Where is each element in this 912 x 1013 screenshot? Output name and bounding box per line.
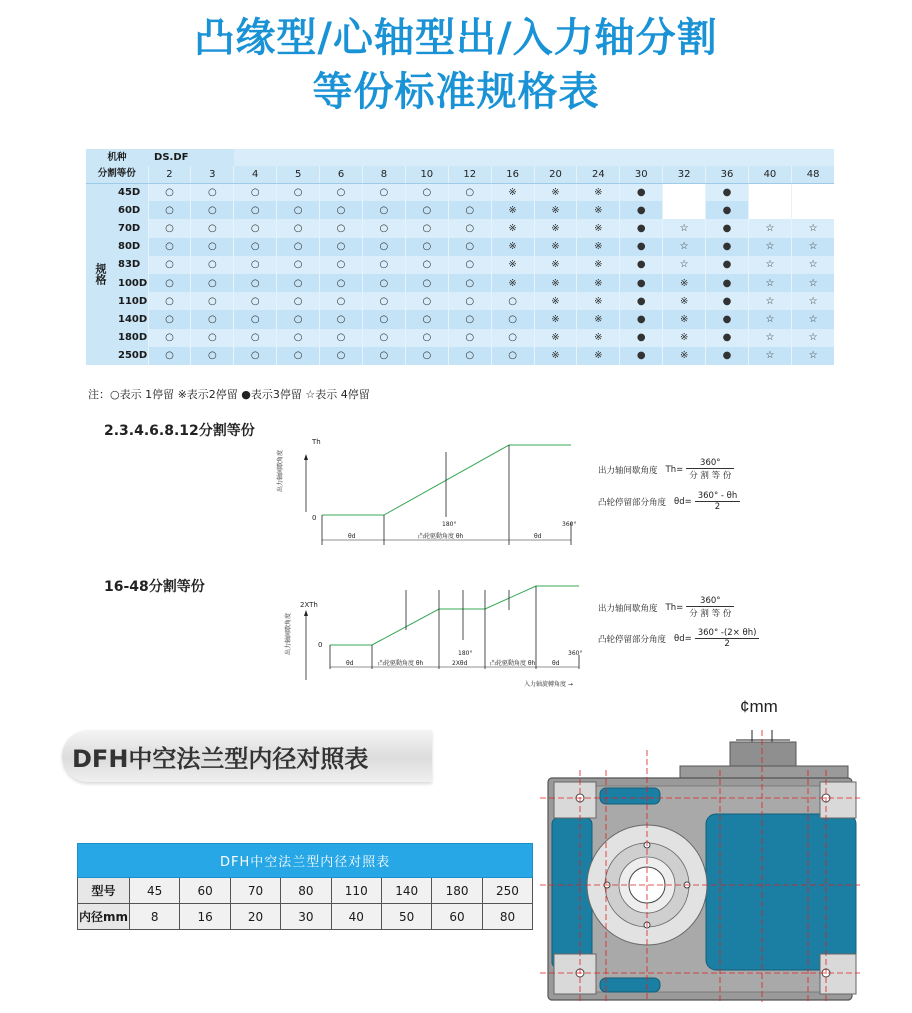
division-header: 8: [362, 166, 405, 183]
y-axis-label: 出力轴间歇角度: [285, 612, 292, 655]
x-mid-label: 180°: [458, 650, 473, 657]
spec-cell: ○: [362, 219, 405, 237]
spec-cell: ※: [534, 347, 577, 365]
spec-cell: ○: [405, 201, 448, 219]
spec-cell: ○: [148, 292, 191, 310]
spec-cell: ○: [405, 347, 448, 365]
spec-cell: ●: [620, 329, 663, 347]
spec-cell: ●: [706, 238, 749, 256]
spec-cell: ☆: [748, 292, 791, 310]
spec-cell: ☆: [663, 219, 706, 237]
dfh-model-cell: 180: [432, 878, 482, 904]
spec-cell: ●: [706, 329, 749, 347]
spec-cell: ○: [191, 274, 234, 292]
dfh-row-label-model: 型号: [78, 878, 130, 904]
spec-size: 140D: [114, 310, 148, 328]
spec-cell: ○: [448, 183, 491, 201]
spec-cell: ○: [277, 201, 320, 219]
spec-row: [86, 310, 834, 328]
spec-cell: ○: [405, 238, 448, 256]
x-axis-label: 入力轴旋轉角度 →: [524, 681, 573, 688]
spec-cell: ※: [577, 274, 620, 292]
spec-cell: ○: [362, 256, 405, 274]
spec-cell: ○: [277, 274, 320, 292]
spec-cell: ☆: [748, 274, 791, 292]
spec-cell: ※: [577, 292, 620, 310]
dfh-model-cell: 60: [180, 878, 230, 904]
spec-cell: ○: [148, 219, 191, 237]
x-mid-label: 180°: [442, 521, 457, 528]
division-header: 40: [748, 166, 791, 183]
spec-row: [86, 347, 834, 365]
spec-cell: ☆: [791, 310, 834, 328]
spec-corner-top: 机种: [86, 149, 148, 166]
right-cover: [706, 814, 856, 970]
spec-cell: ※: [491, 183, 534, 201]
spec-cell: ○: [277, 347, 320, 365]
dfh-bore-cell: 40: [331, 904, 381, 930]
dfh-bore-cell: 8: [130, 904, 180, 930]
spec-cell: ○: [491, 292, 534, 310]
dfh-bore-table: [77, 843, 533, 930]
spec-cell: ☆: [748, 219, 791, 237]
spec-cell: ※: [534, 310, 577, 328]
spec-cell: ○: [191, 347, 234, 365]
division-header: 4: [234, 166, 277, 183]
spec-table: [86, 149, 834, 365]
spec-cell: ※: [534, 201, 577, 219]
division-header: 10: [405, 166, 448, 183]
spec-cell: ○: [320, 347, 363, 365]
spec-row: [86, 292, 834, 310]
dfh-model-cell: 45: [130, 878, 180, 904]
spec-cell: ○: [405, 329, 448, 347]
spec-cell: ○: [362, 347, 405, 365]
spec-size: 70D: [114, 219, 148, 237]
dfh-model-cell: 80: [281, 878, 331, 904]
spec-cell: ○: [234, 329, 277, 347]
spec-cell: ○: [491, 310, 534, 328]
spec-cell: ☆: [663, 256, 706, 274]
dfh-bore-cell: 30: [281, 904, 331, 930]
diagram1-heading: 2.3.4.6.8.12分割等份: [104, 423, 255, 439]
spec-cell: ●: [620, 274, 663, 292]
spec-cell: ○: [277, 256, 320, 274]
spec-cell: ☆: [748, 347, 791, 365]
spec-cell: ※: [491, 201, 534, 219]
spec-cell: [663, 201, 706, 219]
y-zero-label: 0: [318, 641, 323, 649]
spec-cell: ○: [362, 201, 405, 219]
spec-cell: ○: [148, 183, 191, 201]
spec-cell: ※: [577, 238, 620, 256]
spec-cell: ○: [448, 347, 491, 365]
spec-cell: ○: [234, 256, 277, 274]
spec-cell: ☆: [748, 256, 791, 274]
division-header: 6: [320, 166, 363, 183]
spec-cell: ●: [706, 219, 749, 237]
spec-cell: ☆: [791, 219, 834, 237]
legend-note: 注：○表示 1停留 ※表示2停留 ●表示3停留 ☆表示 4停留: [88, 388, 370, 401]
spec-cell: ○: [148, 256, 191, 274]
spec-cell: ☆: [791, 347, 834, 365]
segment-dwell-2: θd: [552, 660, 560, 667]
spec-cell: ※: [577, 256, 620, 274]
spec-cell: ●: [620, 347, 663, 365]
spec-cell: ●: [620, 201, 663, 219]
spec-cell: ○: [448, 292, 491, 310]
spec-cell: ○: [191, 183, 234, 201]
spec-cell: ※: [534, 292, 577, 310]
spec-cell: ○: [320, 274, 363, 292]
spec-cell: ※: [491, 256, 534, 274]
spec-cell: [791, 183, 834, 201]
dfh-model-cell: 250: [482, 878, 533, 904]
x-end-label: 360°: [568, 650, 583, 657]
spec-cell: ●: [620, 183, 663, 201]
dfh-section-banner: [62, 730, 432, 782]
dfh-bore-cell: 80: [482, 904, 533, 930]
spec-cell: ○: [234, 274, 277, 292]
dfh-model-cell: 110: [331, 878, 381, 904]
segment-dwell-1: θd: [346, 660, 354, 667]
division-header: 12: [448, 166, 491, 183]
spec-cell: ○: [234, 292, 277, 310]
spec-cell: ○: [362, 292, 405, 310]
spec-cell: ※: [491, 219, 534, 237]
spec-cell: ○: [191, 219, 234, 237]
spec-cell: ○: [148, 310, 191, 328]
spec-cell: ○: [362, 238, 405, 256]
division-header: 32: [663, 166, 706, 183]
spec-cell: ○: [277, 292, 320, 310]
spec-cell: ○: [277, 219, 320, 237]
spec-cell: ○: [234, 238, 277, 256]
spec-cell: ※: [534, 183, 577, 201]
spec-row: [86, 201, 834, 219]
spec-cell: ○: [277, 183, 320, 201]
page-title-line2: 等份标准规格表: [312, 69, 600, 115]
dfh-model-cell: 140: [381, 878, 431, 904]
spec-cell: ☆: [663, 238, 706, 256]
spec-cell: ○: [277, 329, 320, 347]
dfh-bore-cell: 50: [381, 904, 431, 930]
y-top-label: 2XTh: [300, 601, 318, 609]
y-axis-arrow-icon: [304, 610, 308, 616]
diagram2-formula-th: 出力轴间歇角度 Th= $\frac{360^\circ}{\text{分 割 等 份}}$: [598, 596, 734, 619]
spec-size: 100D: [114, 274, 148, 292]
division-header: 36: [706, 166, 749, 183]
spec-cell: ○: [320, 238, 363, 256]
spec-cell: ○: [191, 329, 234, 347]
spec-cell: ※: [577, 219, 620, 237]
y-axis-arrow-icon: [304, 454, 308, 460]
spec-cell: ●: [706, 256, 749, 274]
spec-cell: ※: [663, 292, 706, 310]
spec-cell: ●: [620, 219, 663, 237]
spec-cell: ※: [577, 347, 620, 365]
spec-row: [86, 274, 834, 292]
spec-cell: ○: [148, 201, 191, 219]
spec-cell: ○: [405, 183, 448, 201]
spec-cell: ○: [191, 310, 234, 328]
spec-cell: ☆: [791, 292, 834, 310]
spec-cell: ※: [534, 329, 577, 347]
spec-cell: ●: [706, 183, 749, 201]
spec-cell: ○: [191, 292, 234, 310]
motion-diagram-2: [285, 585, 596, 690]
spec-cell: [748, 201, 791, 219]
x-end-label: 360°: [562, 521, 577, 528]
spec-cell: ●: [706, 274, 749, 292]
spec-cell: ※: [663, 274, 706, 292]
spec-cell: [663, 183, 706, 201]
spec-cell: ☆: [748, 310, 791, 328]
y-top-label: Th: [312, 438, 321, 446]
spec-corner-bottom: 分割等份: [86, 166, 148, 183]
spec-cell: ○: [320, 329, 363, 347]
spec-cell: ○: [277, 238, 320, 256]
spec-size: 45D: [114, 183, 148, 201]
bore-dimension-label: ¢mm: [740, 697, 778, 716]
dfh-bore-cell: 20: [230, 904, 280, 930]
spec-cell: ○: [362, 310, 405, 328]
division-header: 2: [148, 166, 191, 183]
spec-size: 180D: [114, 329, 148, 347]
spec-cell: ○: [405, 219, 448, 237]
spec-cell: ○: [448, 219, 491, 237]
spec-cell: ○: [148, 347, 191, 365]
spec-cell: ○: [191, 238, 234, 256]
division-header: 20: [534, 166, 577, 183]
spec-size: 250D: [114, 347, 148, 365]
spec-cell: ※: [663, 329, 706, 347]
spec-size: 60D: [114, 201, 148, 219]
spec-cell: ○: [234, 183, 277, 201]
spec-cell: ○: [448, 238, 491, 256]
division-header: 30: [620, 166, 663, 183]
spec-cell: ○: [405, 274, 448, 292]
spec-cell: ○: [234, 347, 277, 365]
dfh-table-caption: DFH中空法兰型内径对照表: [78, 844, 533, 878]
spec-cell: ○: [362, 329, 405, 347]
spec-cell: ○: [320, 201, 363, 219]
diagram1-formula-thetad: 凸轮停留部分角度 θd= $\frac{360^\circ - \theta h}{2}$: [598, 491, 740, 512]
y-axis-label: 出力轴间歇角度: [277, 449, 284, 492]
spec-cell: ※: [577, 329, 620, 347]
spec-cell: ○: [277, 310, 320, 328]
division-header: 48: [791, 166, 834, 183]
spec-cell: [791, 201, 834, 219]
spec-cell: ●: [706, 347, 749, 365]
spec-cell: ☆: [791, 238, 834, 256]
spec-size: 83D: [114, 256, 148, 274]
spec-cell: ●: [706, 201, 749, 219]
spec-cell: ※: [534, 238, 577, 256]
page-title-line1: 凸缘型/心轴型出/入力轴分割: [194, 15, 718, 61]
left-cover: [552, 818, 592, 968]
diagram1-formula-th: 出力轴间歇角度 Th= $\frac{360^\circ}{\text{分 割 等 份}}$: [598, 458, 734, 481]
segment-dwell-middle: 2Xθd: [452, 660, 468, 667]
dfh-model-cell: 70: [230, 878, 280, 904]
motion-curve: [330, 586, 579, 645]
spec-row: [86, 329, 834, 347]
spec-cell: ○: [320, 310, 363, 328]
hollow-flange-drawing: [540, 690, 860, 1005]
segment-dwell-1: θd: [348, 533, 356, 540]
segment-drive-2: 凸轮驱動角度 θh: [490, 660, 536, 667]
dfh-bore-cell: 16: [180, 904, 230, 930]
segment-dwell-2: θd: [534, 533, 542, 540]
dfh-row-label-bore: 内径mm: [78, 904, 130, 930]
spec-cell: ○: [362, 183, 405, 201]
spec-cell: ●: [706, 310, 749, 328]
spec-size: 110D: [114, 292, 148, 310]
spec-row: [86, 238, 834, 256]
spec-cell: ※: [491, 238, 534, 256]
spec-cell: ○: [320, 183, 363, 201]
spec-cell: ●: [706, 292, 749, 310]
division-header: 24: [577, 166, 620, 183]
diagram2-heading: 16-48分割等份: [104, 579, 205, 595]
spec-cell: ○: [234, 310, 277, 328]
spec-cell: ※: [663, 310, 706, 328]
spec-cell: ☆: [791, 256, 834, 274]
spec-cell: ☆: [748, 329, 791, 347]
spec-cell: ※: [534, 274, 577, 292]
spec-cell: ○: [491, 347, 534, 365]
spec-cell: ○: [448, 310, 491, 328]
spec-cell: ○: [448, 274, 491, 292]
spec-cell: ○: [191, 201, 234, 219]
spec-cell: ○: [148, 238, 191, 256]
spec-row: [86, 256, 834, 274]
diagram2-formula-thetad: 凸轮停留部分角度 θd= $\frac{360^\circ -(2\times \theta h)}{2}$: [598, 628, 759, 649]
spec-cell: ☆: [791, 329, 834, 347]
spec-cell: ※: [534, 219, 577, 237]
spec-cell: ○: [491, 329, 534, 347]
spec-cell: ○: [448, 256, 491, 274]
spec-cell: ○: [191, 256, 234, 274]
spec-cell: ○: [362, 274, 405, 292]
segment-drive-1: 凸轮驱動角度 θh: [378, 660, 424, 667]
spec-row: [86, 219, 834, 237]
segment-drive: 凸轮驱動角度 θh: [418, 533, 464, 540]
spec-cell: ☆: [748, 238, 791, 256]
spec-cell: ●: [620, 310, 663, 328]
spec-row: [86, 183, 834, 201]
spec-cell: ※: [577, 183, 620, 201]
spec-cell: ○: [234, 201, 277, 219]
division-header: 3: [191, 166, 234, 183]
spec-cell: ○: [405, 256, 448, 274]
spec-cell: ○: [320, 256, 363, 274]
division-header: 16: [491, 166, 534, 183]
spec-cell: ○: [405, 310, 448, 328]
row-group-label: 规格: [86, 183, 114, 365]
spec-cell: ☆: [791, 274, 834, 292]
spec-cell: ○: [234, 219, 277, 237]
spec-cell: ●: [620, 256, 663, 274]
dfh-section-title: DFH中空法兰型内径对照表: [72, 745, 369, 773]
spec-cell: ○: [148, 329, 191, 347]
spec-cell: ※: [577, 201, 620, 219]
spec-model-label: DS.DF: [148, 149, 234, 166]
spec-cell: ○: [448, 329, 491, 347]
spec-cell: ○: [320, 292, 363, 310]
division-header: 5: [277, 166, 320, 183]
spec-cell: ○: [148, 274, 191, 292]
spec-cell: ※: [663, 347, 706, 365]
motion-curve: [322, 445, 571, 515]
y-zero-label: 0: [312, 514, 317, 522]
spec-cell: ※: [491, 274, 534, 292]
motion-diagram-1: [277, 432, 596, 552]
spec-cell: ○: [405, 292, 448, 310]
spec-size: 80D: [114, 238, 148, 256]
dfh-bore-cell: 60: [432, 904, 482, 930]
spec-cell: ※: [534, 256, 577, 274]
spec-cell: ●: [620, 292, 663, 310]
spec-cell: ●: [620, 238, 663, 256]
spec-cell: ○: [448, 201, 491, 219]
spec-cell: [748, 183, 791, 201]
spec-cell: ※: [577, 310, 620, 328]
spec-cell: ○: [320, 219, 363, 237]
